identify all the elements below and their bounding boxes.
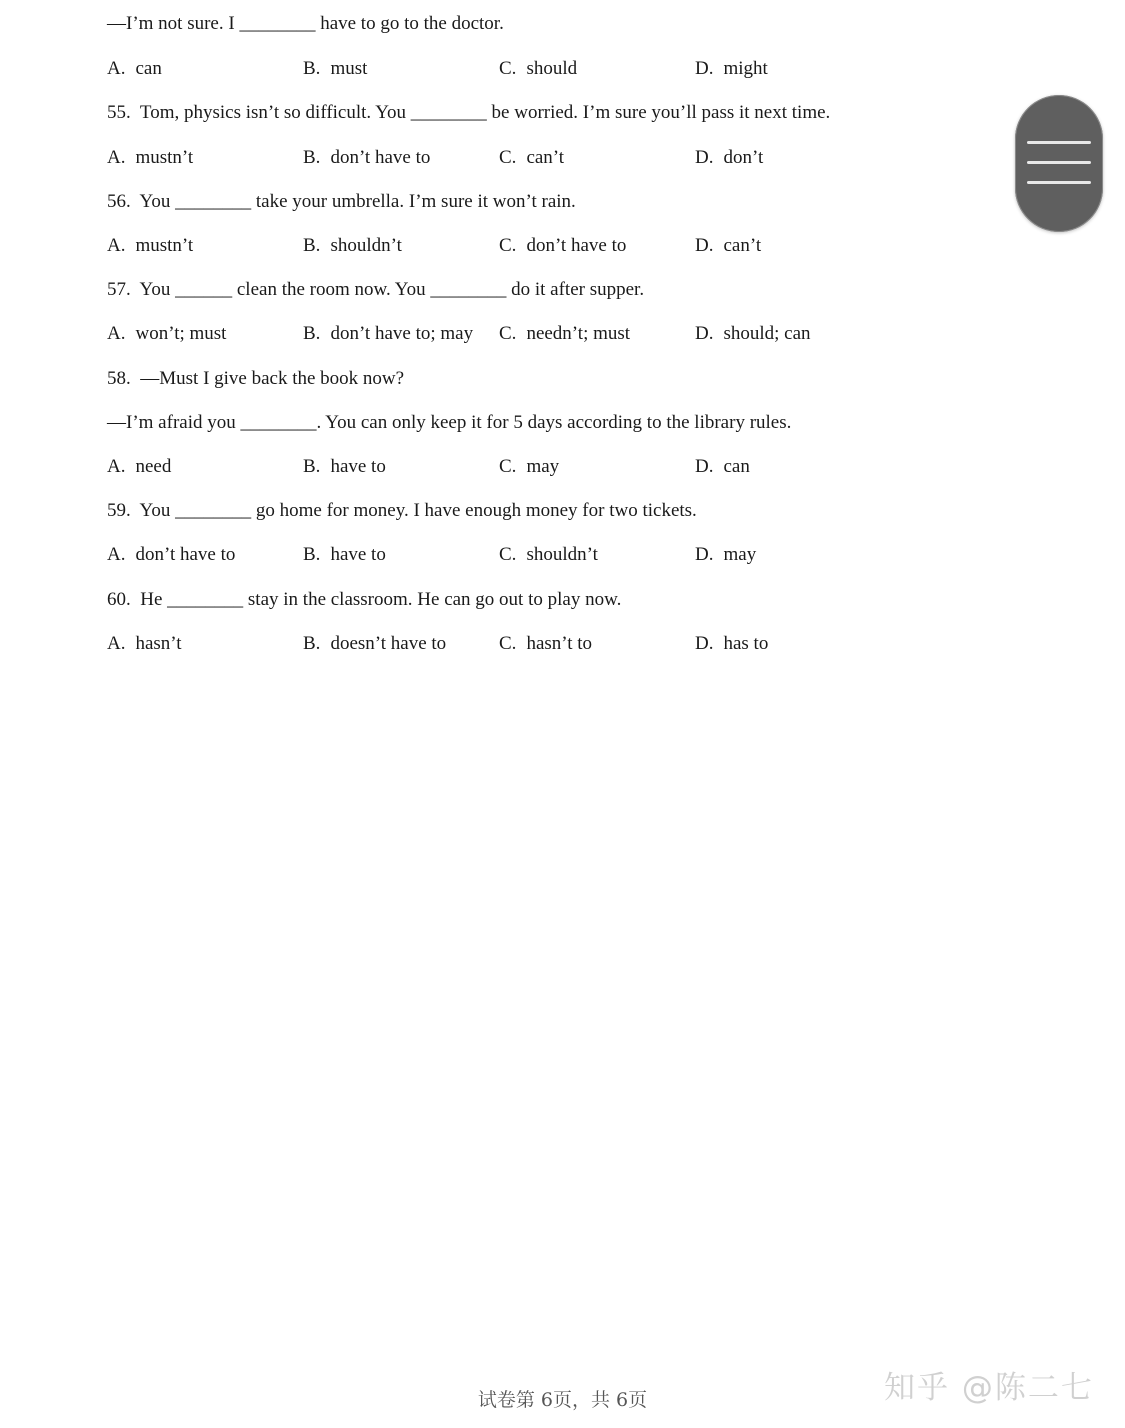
question-57-stem: 57. You ______ clean the room now. You ________ do it after supper. — [107, 279, 645, 300]
question-60-stem: 60. He ________ stay in the classroom. He can go out to play now. — [107, 589, 622, 610]
option-d: D. can — [695, 456, 750, 477]
question-57-options — [107, 322, 907, 346]
option-a: A. won’t; must — [107, 323, 227, 344]
question-58-options — [107, 455, 907, 479]
option-d: D. has to — [695, 633, 769, 654]
menu-bar-bottom — [1027, 181, 1091, 184]
question-55-stem: 55. Tom, physics isn’t so difficult. You ________ be worried. I’m sure you’ll pass it next time. — [107, 102, 831, 123]
option-a: A. can — [107, 58, 162, 79]
option-a: A. mustn’t — [107, 147, 194, 168]
option-a: A. mustn’t — [107, 235, 194, 256]
option-d: D. may — [695, 544, 757, 565]
option-a: A. hasn’t — [107, 633, 182, 654]
page-footer: 试卷第 6页，共 6页 — [477, 1389, 648, 1411]
option-a: A. need — [107, 456, 172, 477]
question-60-options — [107, 632, 907, 656]
option-c: C. should — [499, 58, 578, 79]
question-59-stem: 59. You ________ go home for money. I have enough money for two tickets. — [107, 500, 697, 521]
option-c: C. needn’t; must — [499, 323, 631, 344]
option-b: B. shouldn’t — [303, 235, 402, 256]
option-b: B. have to — [303, 456, 386, 477]
option-d: D. can’t — [695, 235, 762, 256]
question-54-options — [107, 57, 907, 81]
option-b: B. must — [303, 58, 368, 79]
option-b: B. have to — [303, 544, 386, 565]
question-58-stem-reply: —I’m afraid you ________. You can only keep it for 5 days according to the library rules. — [107, 412, 792, 433]
option-d: D. might — [695, 58, 768, 79]
option-c: C. can’t — [499, 147, 565, 168]
option-b: B. don’t have to — [303, 147, 431, 168]
floating-menu-button[interactable] — [1015, 95, 1103, 232]
option-c: C. don’t have to — [499, 235, 627, 256]
option-d: D. should; can — [695, 323, 811, 344]
option-c: C. shouldn’t — [499, 544, 598, 565]
question-58-stem: 58. —Must I give back the book now? — [107, 368, 405, 389]
option-c: C. may — [499, 456, 560, 477]
question-55-options — [107, 146, 907, 170]
question-56-stem: 56. You ________ take your umbrella. I’m sure it won’t rain. — [107, 191, 576, 212]
option-d: D. don’t — [695, 147, 764, 168]
option-c: C. hasn’t to — [499, 633, 593, 654]
watermark: 知乎 @陈二七 — [884, 1370, 1094, 1406]
option-b: B. don’t have to; may — [303, 323, 474, 344]
menu-bar-top — [1027, 141, 1091, 144]
option-b: B. doesn’t have to — [303, 633, 447, 654]
menu-bar-middle — [1027, 161, 1091, 164]
question-56-options — [107, 234, 907, 258]
option-a: A. don’t have to — [107, 544, 236, 565]
question-59-options — [107, 543, 907, 567]
question-54-answer-line: —I’m not sure. I ________ have to go to the doctor. — [107, 13, 504, 34]
